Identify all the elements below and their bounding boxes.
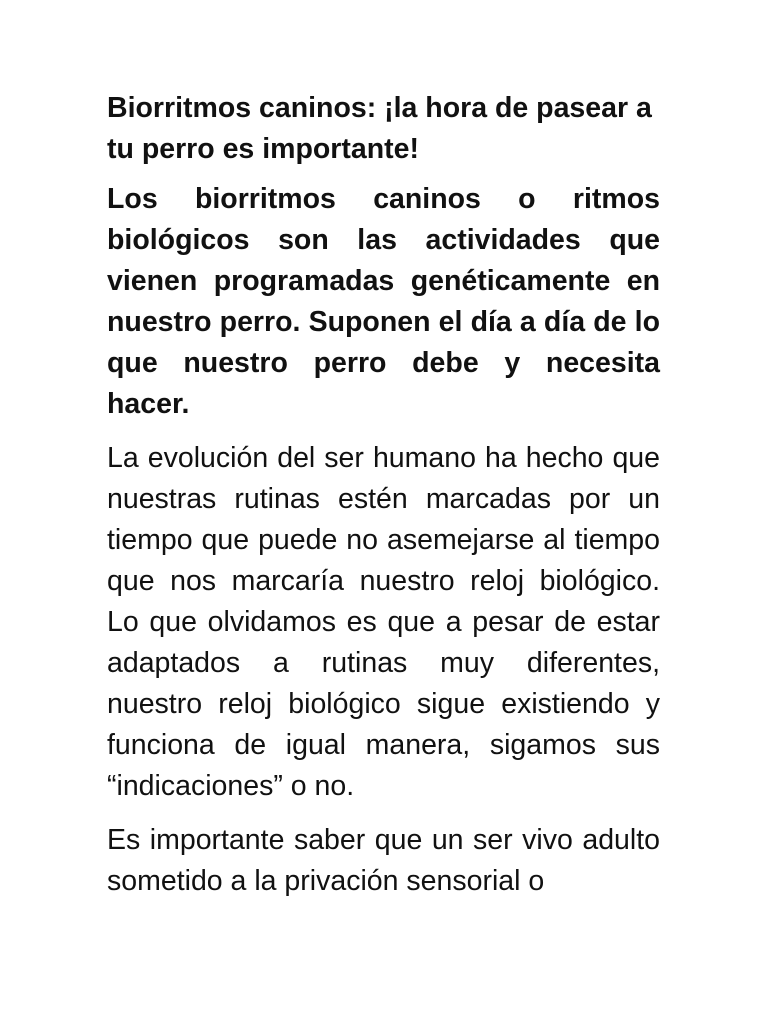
body-paragraph-1: La evolución del ser humano ha hecho que nuestras rutinas estén marcadas por un tiempo que puede no asemejarse al tiempo que nos marcaría nuestro reloj biológico. Lo que olvidamos es que a pesar de estar adaptados a rutinas muy diferentes, nuestro reloj biológico sigue existiendo y funciona de igual manera, sigamos sus “indicaciones” o no. <box>107 442 660 802</box>
body-paragraph-2: Es importante saber que un ser vivo adulto sometido a la privación sensorial o <box>107 824 660 897</box>
lead-paragraph: Los biorritmos caninos o ritmos biológicos son las actividades que vienen programadas genéticamente en nuestro perro. Suponen el día a día de lo que nuestro perro debe y necesita hacer. <box>107 183 660 420</box>
document-title: Biorritmos caninos: ¡la hora de pasear a tu perro es importante! <box>107 92 652 165</box>
document-page <box>107 88 660 915</box>
